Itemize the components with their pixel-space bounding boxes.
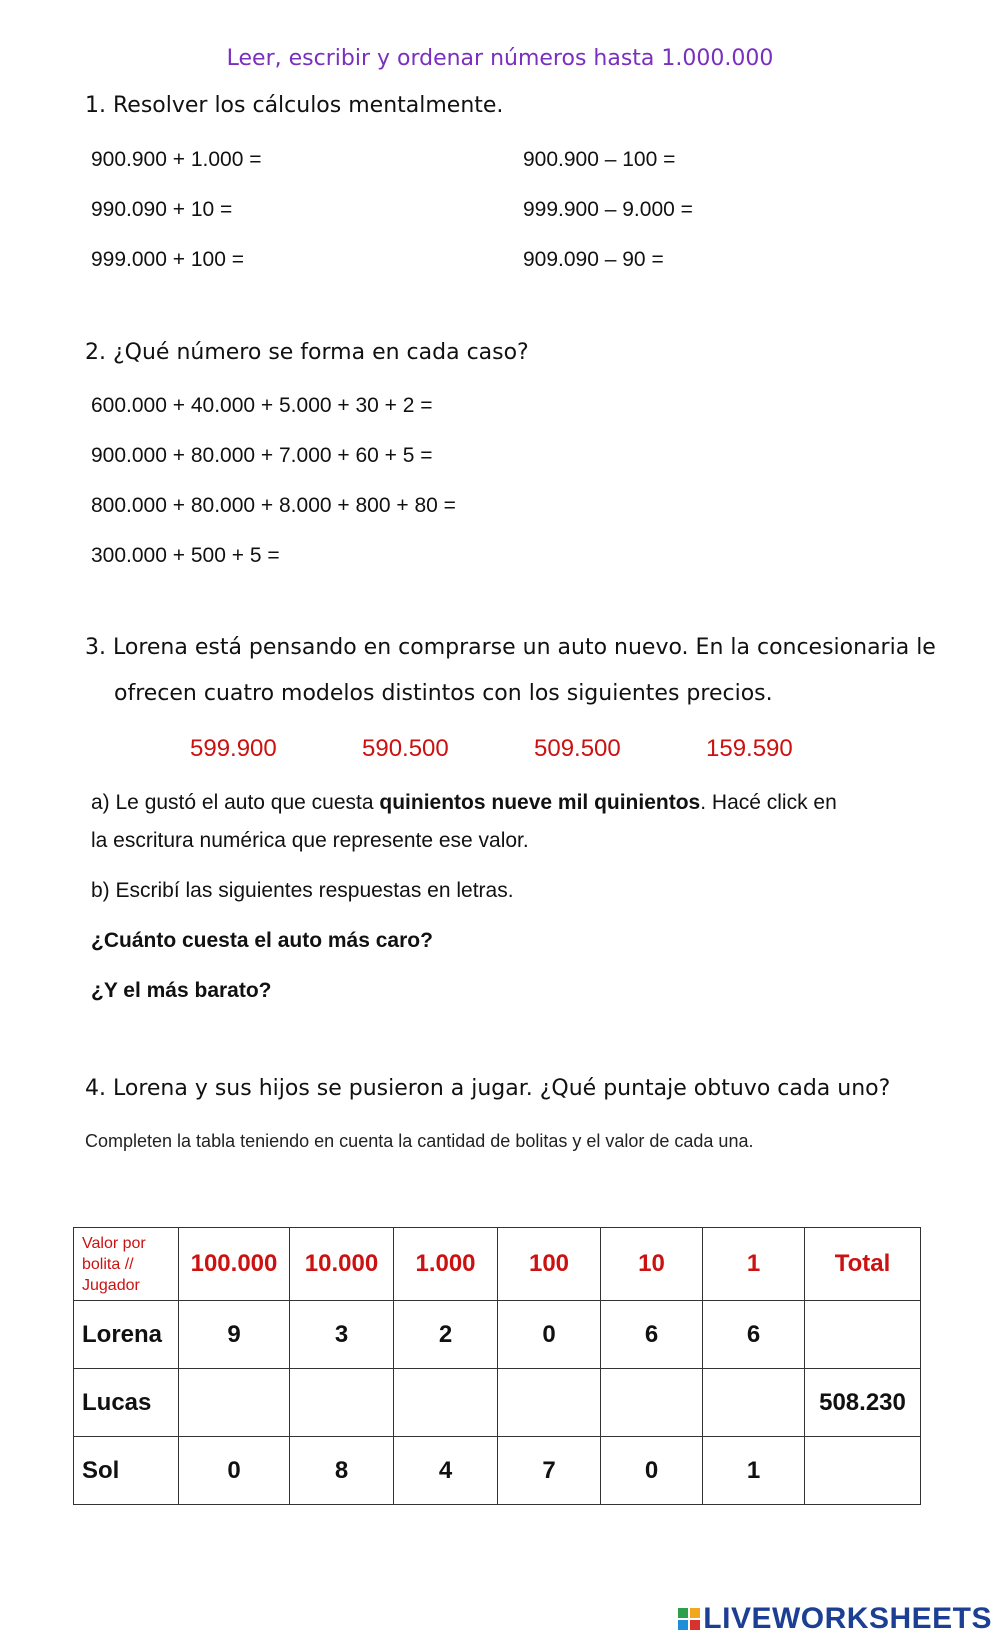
table-cell: 4 xyxy=(394,1437,498,1505)
table-cell: 0 xyxy=(498,1301,601,1369)
question-a-line1 xyxy=(91,791,837,815)
calc-right-3: 909.090 – 90 = xyxy=(523,248,664,271)
sum-item-2: 900.000 + 80.000 + 7.000 + 60 + 5 = xyxy=(91,444,433,467)
table-row xyxy=(74,1369,921,1437)
price-option-3[interactable]: 509.500 xyxy=(534,735,621,762)
question-a-line2: la escritura numérica que represente ese valor. xyxy=(91,829,529,852)
answer-field[interactable] xyxy=(290,1369,394,1437)
section4-instructions: Completen la tabla teniendo en cuenta la cantidad de bolitas y el valor de cada una. xyxy=(85,1131,754,1151)
answer-field[interactable] xyxy=(498,1369,601,1437)
table-cell: 8 xyxy=(290,1437,394,1505)
column-header: 10.000 xyxy=(290,1228,394,1301)
section2-heading: 2. ¿Qué número se forma en cada caso? xyxy=(85,340,529,365)
question-a-text-end: . Hacé click en xyxy=(700,791,837,814)
calc-right-2: 999.900 – 9.000 = xyxy=(523,198,693,221)
column-header: 100 xyxy=(498,1228,601,1301)
price-option-4[interactable]: 159.590 xyxy=(706,735,793,762)
answer-field[interactable] xyxy=(179,1369,290,1437)
player-name: Sol xyxy=(74,1437,179,1505)
table-cell: 3 xyxy=(290,1301,394,1369)
table-cell: 6 xyxy=(703,1301,805,1369)
question-most-expensive: ¿Cuánto cuesta el auto más caro? xyxy=(91,929,433,952)
section3-heading-line1: 3. Lorena está pensando en comprarse un auto nuevo. En la concesionaria le xyxy=(85,635,936,660)
price-option-2[interactable]: 590.500 xyxy=(362,735,449,762)
table-cell: 7 xyxy=(498,1437,601,1505)
question-cheapest: ¿Y el más barato? xyxy=(91,979,272,1002)
liveworksheets-logo xyxy=(678,1602,992,1636)
sum-item-1: 600.000 + 40.000 + 5.000 + 30 + 2 = xyxy=(91,394,433,417)
player-name: Lorena xyxy=(74,1301,179,1369)
table-cell-total: 508.230 xyxy=(805,1369,921,1437)
header-label: Valor por bolita // Jugador xyxy=(74,1228,179,1301)
answer-field[interactable] xyxy=(703,1369,805,1437)
column-header: 1 xyxy=(703,1228,805,1301)
table-row xyxy=(74,1301,921,1369)
table-row xyxy=(74,1437,921,1505)
table-cell: 0 xyxy=(179,1437,290,1505)
answer-field[interactable] xyxy=(394,1369,498,1437)
calc-left-1: 900.900 + 1.000 = xyxy=(91,148,262,171)
table-cell: 6 xyxy=(601,1301,703,1369)
score-table xyxy=(73,1227,921,1505)
player-name: Lucas xyxy=(74,1369,179,1437)
table-cell: 2 xyxy=(394,1301,498,1369)
section4-heading: 4. Lorena y sus hijos se pusieron a jugar. ¿Qué puntaje obtuvo cada uno? xyxy=(85,1076,891,1101)
question-b: b) Escribí las siguientes respuestas en letras. xyxy=(91,879,514,902)
logo-text: LIVEWORKSHEETS xyxy=(703,1602,992,1635)
price-option-1[interactable]: 599.900 xyxy=(190,735,277,762)
column-header: 1.000 xyxy=(394,1228,498,1301)
calc-right-1: 900.900 – 100 = xyxy=(523,148,676,171)
column-header: 100.000 xyxy=(179,1228,290,1301)
section1-heading: 1. Resolver los cálculos mentalmente. xyxy=(85,93,504,118)
table-cell: 1 xyxy=(703,1437,805,1505)
column-header-total: Total xyxy=(805,1228,921,1301)
page-title: Leer, escribir y ordenar números hasta 1.000.000 xyxy=(226,46,774,71)
question-a-text: a) Le gustó el auto que cuesta xyxy=(91,791,380,814)
calc-left-2: 990.090 + 10 = xyxy=(91,198,233,221)
column-header: 10 xyxy=(601,1228,703,1301)
table-cell: 9 xyxy=(179,1301,290,1369)
total-answer-field[interactable] xyxy=(805,1437,921,1505)
table-cell: 0 xyxy=(601,1437,703,1505)
sum-item-4: 300.000 + 500 + 5 = xyxy=(91,544,280,567)
answer-field[interactable] xyxy=(601,1369,703,1437)
calc-left-3: 999.000 + 100 = xyxy=(91,248,244,271)
sum-item-3: 800.000 + 80.000 + 8.000 + 800 + 80 = xyxy=(91,494,456,517)
total-answer-field[interactable] xyxy=(805,1301,921,1369)
table-header-row xyxy=(74,1228,921,1301)
section3-heading-line2: ofrecen cuatro modelos distintos con los siguientes precios. xyxy=(114,681,773,706)
liveworksheets-logo-icon xyxy=(678,1608,700,1630)
question-a-bold: quinientos nueve mil quinientos xyxy=(379,791,701,814)
